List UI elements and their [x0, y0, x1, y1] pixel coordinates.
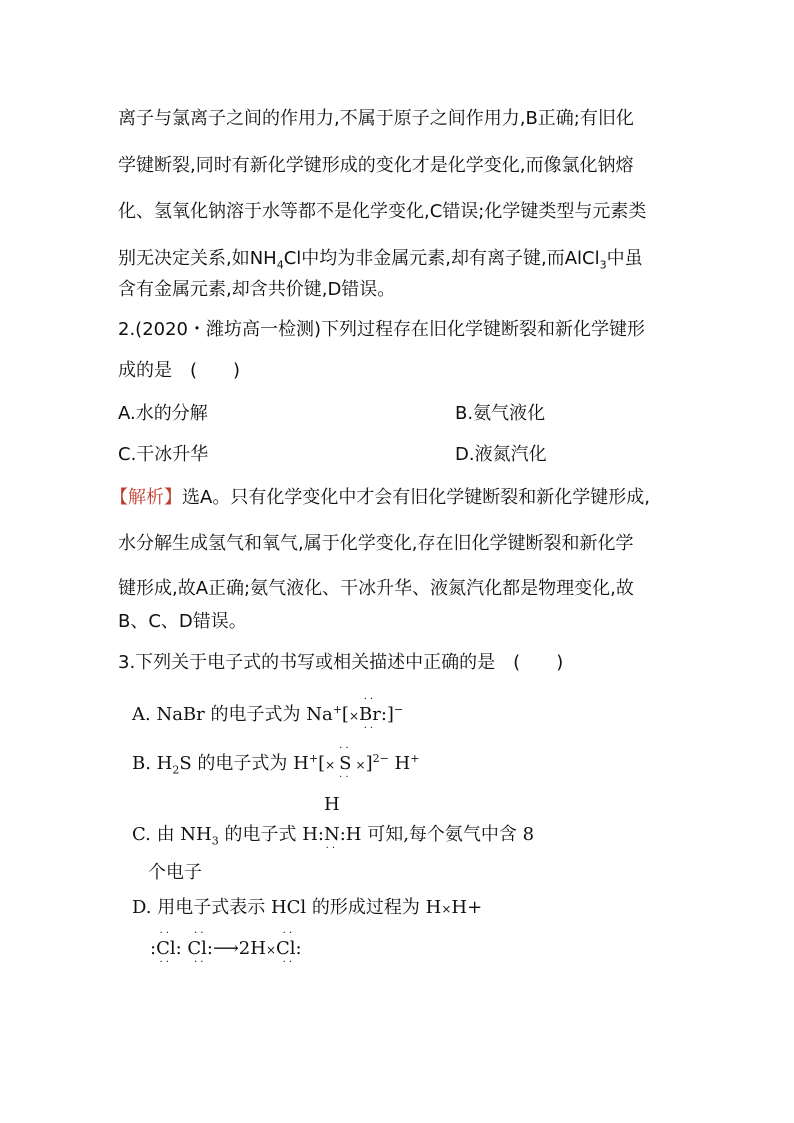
question-2-stem-line-2: 成的是 ( )	[118, 360, 241, 381]
subscript: 4	[276, 258, 284, 272]
superscript: +	[410, 752, 420, 765]
analysis-line-1	[110, 483, 650, 509]
option-d: D.液氮汽化	[455, 444, 547, 465]
text-segment: 别无决定关系,如NH	[118, 248, 277, 269]
paragraph-line-5: 含有金属元素,却含共价键,D错误。	[118, 279, 396, 300]
hydrogen-above: H	[323, 794, 340, 815]
superscript: +	[308, 752, 319, 765]
analysis-line-4: B、C、D错误。	[118, 611, 247, 632]
paragraph-line-4	[118, 244, 643, 272]
symbol-text: N	[323, 824, 340, 845]
bracket: [	[341, 704, 349, 725]
text-segment: S 的电子式为 H	[179, 753, 309, 774]
analysis-line-3: 键形成,故A正确;氨气液化、干冰升华、液氮汽化都是物理变化,故	[118, 578, 634, 599]
option-d-line-1	[132, 893, 482, 919]
electron-cross: ×	[348, 709, 359, 723]
option-d-line-2	[150, 928, 302, 968]
reaction-arrow: ⟶2H	[213, 938, 266, 959]
chlorine-symbol-2: ·· Cl: ··	[187, 928, 213, 968]
text-segment: Cl中均为非金属元素,却有离子键,而AlCl	[283, 248, 600, 269]
chlorine-symbol-3: ·· Cl: ··	[276, 928, 302, 968]
paragraph-line-2: 学键断裂,同时有新化学键形成的变化才是化学变化,而像氯化钠熔	[118, 155, 634, 176]
text-segment: D. 用电子式表示 HCl 的形成过程为 H	[132, 897, 442, 918]
text-segment: A. NaBr 的电子式为 Na	[132, 704, 333, 725]
option-a-line	[132, 694, 404, 734]
text-segment: 中虽	[606, 248, 643, 269]
analysis-tag: 【解析】	[110, 487, 182, 508]
electron-cross: ×	[441, 902, 452, 916]
electron-cross: ×	[355, 758, 366, 772]
text-segment: B. H	[132, 753, 173, 774]
text-segment: 的电子式 H:	[218, 824, 324, 845]
electron-cross: ×	[325, 758, 336, 772]
chlorine-symbol-1: ·· :Cl: ··	[150, 928, 182, 968]
subscript: 3	[599, 258, 607, 272]
question-2-stem-line-1: 2.(2020・潍坊高一检测)下列过程存在旧化学键断裂和新化学键形	[118, 319, 646, 340]
option-b-line	[132, 743, 420, 783]
question-2-options-row-2	[118, 440, 678, 466]
bracket: :]	[380, 704, 394, 725]
text-segment: C. 由 NH	[132, 824, 212, 845]
option-c-line-1	[132, 794, 535, 854]
question-2-options-row-1	[118, 399, 678, 425]
question-3-stem: 3.下列关于电子式的书写或相关描述中正确的是 ( )	[118, 652, 564, 673]
symbol-text: Br	[359, 704, 381, 725]
option-a: A.水的分解	[118, 403, 208, 424]
bromine-symbol: ·· Br ··	[359, 694, 381, 734]
option-b: B.氨气液化	[455, 403, 546, 424]
superscript: −	[393, 703, 404, 716]
nitrogen-symbol: H N ··	[323, 794, 340, 854]
bracket: ]	[365, 753, 373, 774]
symbol-text: :Cl:	[150, 938, 182, 959]
symbol-text: Cl:	[187, 938, 213, 959]
paragraph-line-1: 离子与氯离子之间的作用力,不属于原子之间作用力,B正确;有旧化	[118, 108, 634, 129]
text-segment: H+	[451, 897, 483, 918]
text-segment: 选A。只有化学变化中才会有旧化学键断裂和新化学键形成,	[182, 487, 651, 508]
superscript: +	[332, 703, 342, 716]
text-segment: H	[388, 753, 411, 774]
option-c: C.干冰升华	[118, 444, 209, 465]
text-segment: :H 可知,每个氨气中含 8	[339, 824, 535, 845]
bracket: [	[318, 753, 326, 774]
subscript: 3	[211, 834, 219, 848]
paragraph-line-3: 化、氢氧化钠溶于水等都不是化学变化,C错误;化学键类型与元素类	[118, 201, 647, 222]
option-c-line-2: 个电子	[148, 862, 202, 883]
symbol-text: Cl:	[276, 938, 302, 959]
subscript: 2	[172, 763, 180, 777]
superscript: 2−	[372, 752, 389, 765]
electron-cross: ×	[265, 943, 277, 957]
symbol-text: S	[339, 753, 352, 774]
sulfur-symbol: ·· S ··	[339, 743, 352, 783]
analysis-line-2: 水分解生成氢气和氧气,属于化学变化,存在旧化学键断裂和新化学	[118, 533, 634, 554]
